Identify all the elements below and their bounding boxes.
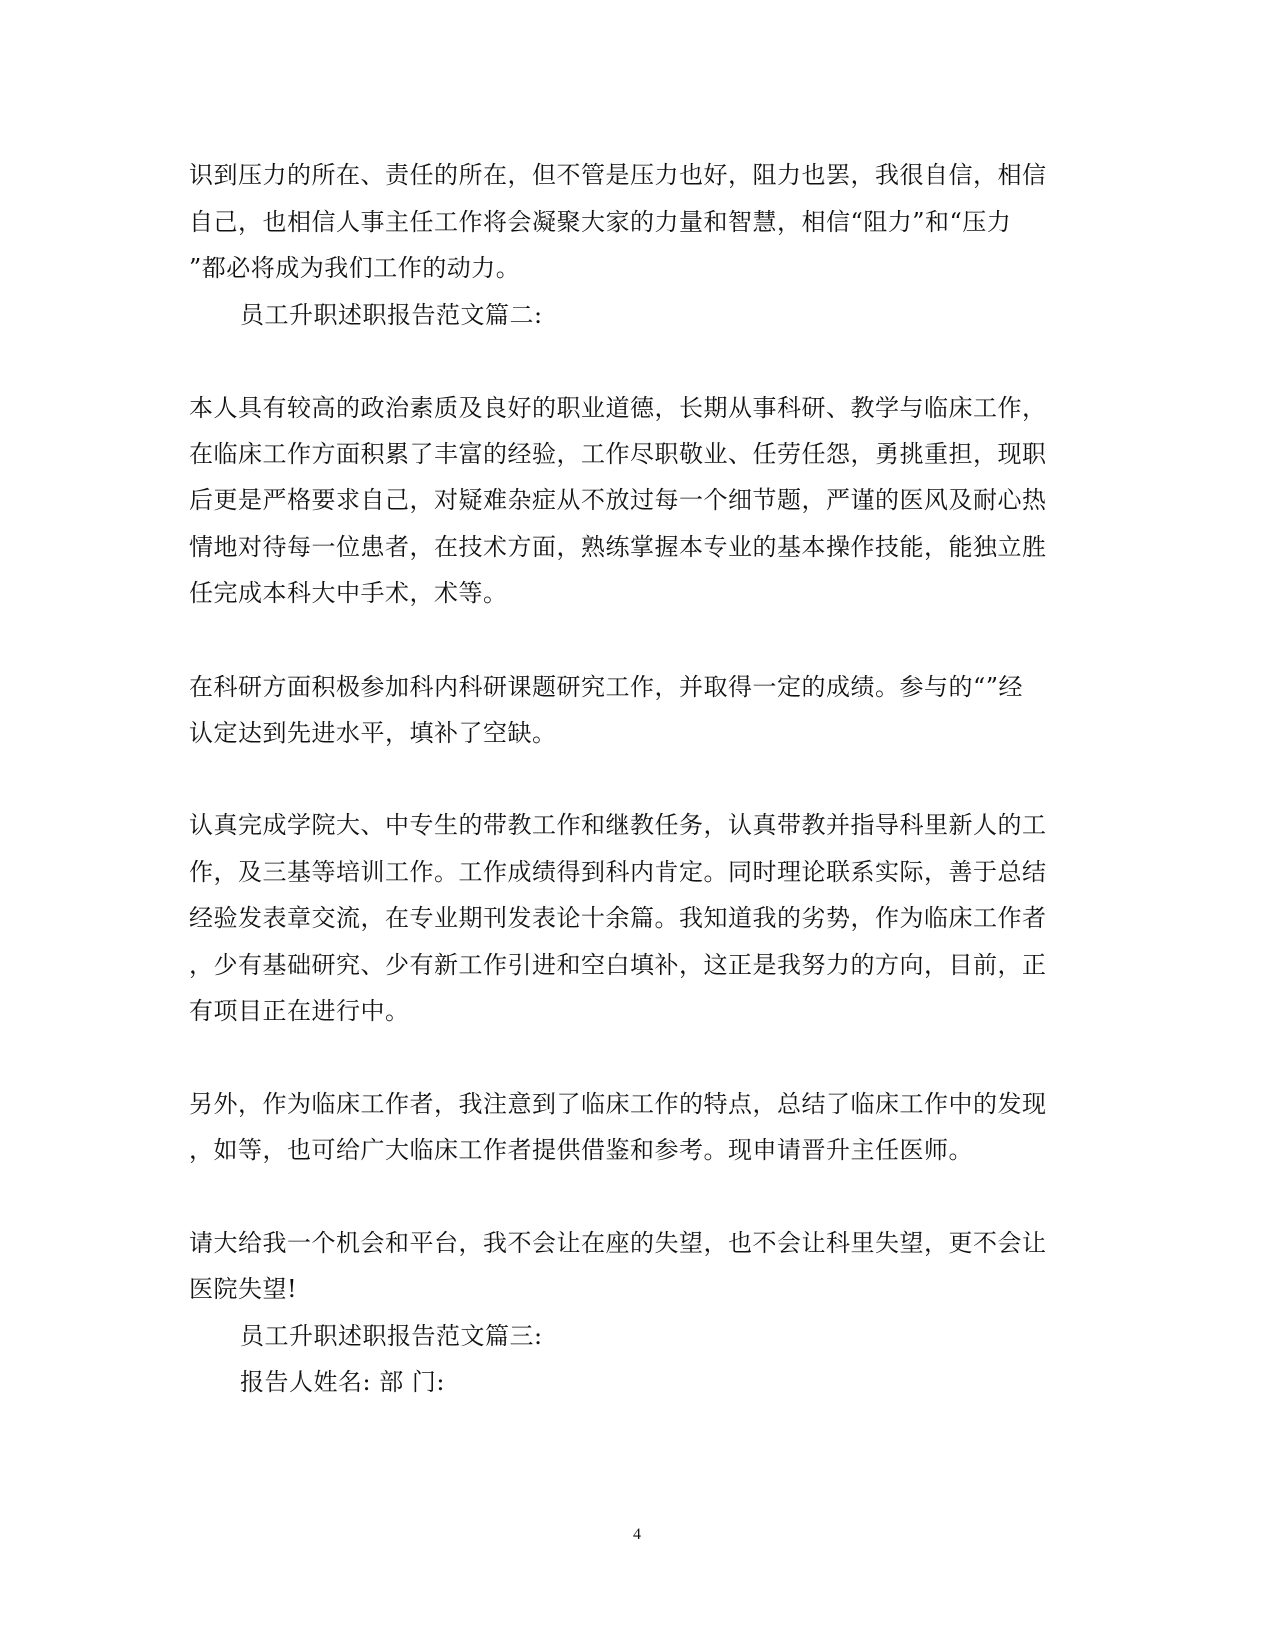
text-line: 认定达到先进水平，填补了空缺。 [189,719,557,747]
text-line: 报告人姓名: 部 门: [240,1368,445,1396]
text-line: 在科研方面积极参加科内科研课题研究工作，并取得一定的成绩。参与的“”经 [189,673,1024,701]
text-line: 医院失望! [189,1275,298,1303]
text-line: 识到压力的所在、责任的所在，但不管是压力也好，阻力也罢，我很自信，相信 [189,161,1047,189]
text-line: ，少有基础研究、少有新工作引进和空白填补，这正是我努力的方向，目前，正 [189,951,1047,979]
text-line: 自己，也相信人事主任工作将会凝聚大家的力量和智慧，相信“阻力”和“压力 [189,208,1012,236]
section-heading: 员工升职述职报告范文篇二: [240,301,543,329]
text-line: 经验发表章交流，在专业期刊发表论十余篇。我知道我的劣势，作为临床工作者 [189,904,1047,932]
text-line: 在临床工作方面积累了丰富的经验，工作尽职敬业、任劳任怨，勇挑重担，现职 [189,440,1047,468]
text-line: 作，及三基等培训工作。工作成绩得到科内肯定。同时理论联系实际，善于总结 [189,858,1047,886]
text-line: ，如等，也可给广大临床工作者提供借鉴和参考。现申请晋升主任医师。 [189,1136,973,1164]
text-line: 后更是严格要求自己，对疑难杂症从不放过每一个细节题，严谨的医风及耐心热 [189,486,1047,514]
text-line: 认真完成学院大、中专生的带教工作和继教任务，认真带教并指导科里新人的工 [189,811,1047,839]
text-line: ”都必将成为我们工作的动力。 [189,254,521,282]
page-number: 4 [633,1526,641,1543]
text-line: 任完成本科大中手术，术等。 [189,579,508,607]
text-line: 情地对待每一位患者，在技术方面，熟练掌握本专业的基本操作技能，能独立胜 [189,533,1047,561]
section-heading: 员工升职述职报告范文篇三: [240,1322,543,1350]
text-line: 有项目正在进行中。 [189,997,410,1025]
text-line: 另外，作为临床工作者，我注意到了临床工作的特点，总结了临床工作中的发现 [189,1090,1047,1118]
text-line: 请大给我一个机会和平台，我不会让在座的失望，也不会让科里失望，更不会让 [189,1229,1047,1257]
text-line: 本人具有较高的政治素质及良好的职业道德，长期从事科研、教学与临床工作， [189,394,1047,422]
